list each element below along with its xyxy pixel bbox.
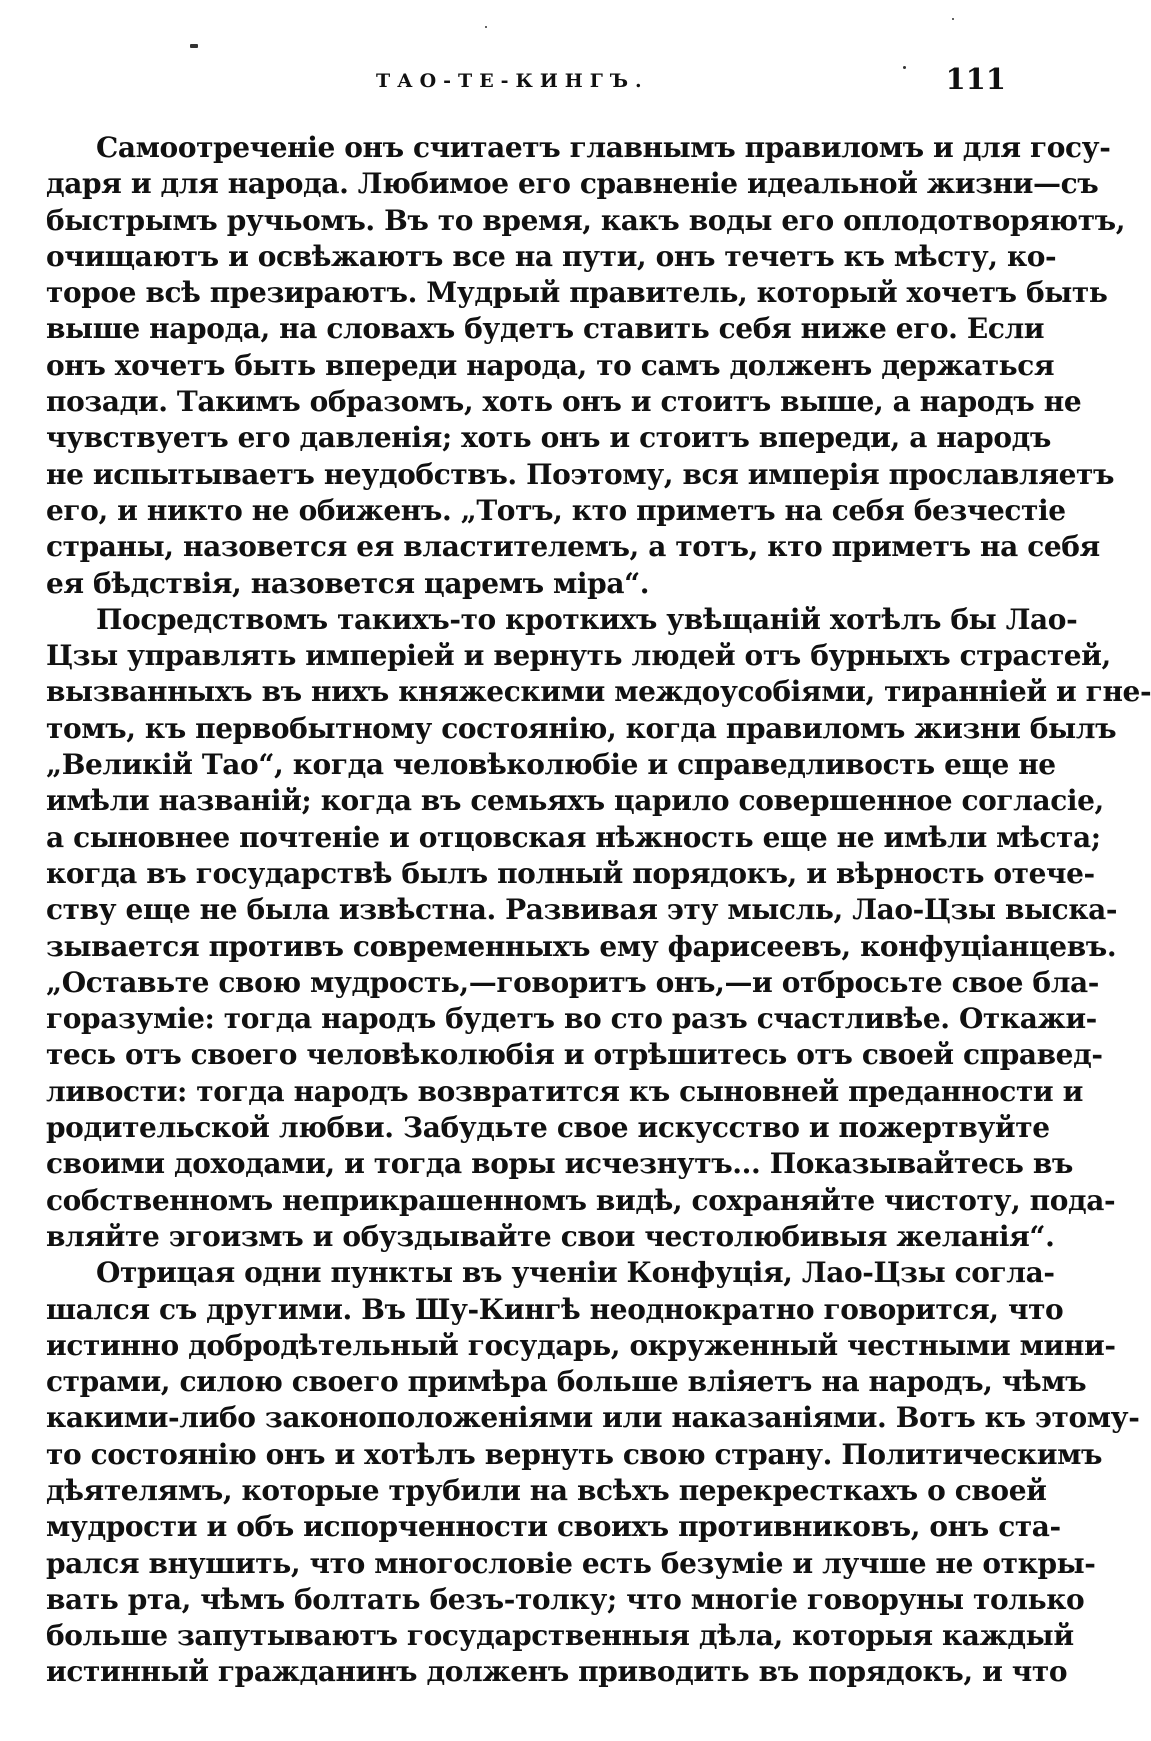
- text-line: мудрости и объ испорченности своихъ противниковъ, онъ ста-: [46, 1510, 1061, 1544]
- text-line: томъ, къ первобытному состоянію, когда правиломъ жизни былъ: [46, 711, 1117, 745]
- text-line: ливости: тогда народъ возвратится къ сыновней преданности и: [46, 1074, 1083, 1108]
- text-line: шался съ другими. Въ Шу-Кингѣ неоднократно говорится, что: [46, 1292, 1064, 1326]
- text-line: Посредствомъ такихъ-то кроткихъ увѣщаній хотѣлъ бы Лао-: [96, 602, 1078, 636]
- text-line: Отрицая одни пункты въ ученіи Конфуція, Лао-Цзы согла-: [96, 1256, 1055, 1290]
- text-line: не испытываетъ неудобствъ. Поэтому, вся имперія прославляетъ: [46, 457, 1115, 491]
- page-number: 111: [945, 62, 1006, 96]
- text-line: „Оставьте свою мудрость,—говоритъ онъ,—и отбросьте свое бла-: [46, 965, 1100, 999]
- text-line: рался внушить, что многословіе есть безуміе и лучше не откры-: [46, 1546, 1096, 1580]
- text-line: даря и для народа. Любимое его сравненіе идеальной жизни—съ: [46, 167, 1099, 201]
- text-line: тесь отъ своего человѣколюбія и отрѣшитесь отъ своей справед-: [46, 1038, 1103, 1072]
- text-line: родительской любви. Забудьте свое искусство и пожертвуйте: [46, 1111, 1050, 1145]
- print-speck: [952, 18, 954, 20]
- text-line: „Великій Тао“, когда человѣколюбіе и справедливость еще не: [46, 748, 1056, 782]
- text-line: то состоянію онъ и хотѣлъ вернуть свою страну. Политическимъ: [46, 1437, 1103, 1471]
- text-line: зывается противъ современныхъ ему фарисеевъ, конфуціанцевъ.: [46, 929, 1117, 963]
- text-line: истинно добродѣтельный государь, окруженный честными мини-: [46, 1328, 1116, 1362]
- text-line: больше запутываютъ государственныя дѣла, которыя каждый: [46, 1619, 1074, 1653]
- text-line: быстрымъ ручьомъ. Въ то время, какъ воды его оплодотворяютъ,: [46, 203, 1126, 237]
- text-line: своими доходами, и тогда воры исчезнутъ... Показывайтесь въ: [46, 1147, 1073, 1181]
- text-line: онъ хочетъ быть впереди народа, то самъ долженъ держаться: [46, 348, 1055, 382]
- text-line: чувствуетъ его давленія; хоть онъ и стоитъ впереди, а народъ: [46, 421, 1051, 455]
- text-line: собственномъ неприкрашенномъ видѣ, сохраняйте чистоту, пода-: [46, 1183, 1116, 1217]
- text-line: Цзы управлять имперіей и вернуть людей отъ бурныхъ страстей,: [46, 639, 1111, 673]
- text-line: позади. Такимъ образомъ, хоть онъ и стоитъ выше, а народъ не: [46, 385, 1082, 419]
- text-line: когда въ государствѣ былъ полный порядокъ, и вѣрность отече-: [46, 856, 1095, 890]
- print-speck: [485, 26, 487, 28]
- text-line: дѣятелямъ, которые трубили на всѣхъ перекресткахъ о своей: [46, 1473, 1047, 1507]
- text-line: горазуміе: тогда народъ будетъ во сто разъ счастливѣе. Откажи-: [46, 1002, 1097, 1036]
- page-header: [46, 62, 1006, 102]
- text-line: выше народа, на словахъ будетъ ставить себя ниже его. Если: [46, 312, 1045, 346]
- text-line: вызванныхъ въ нихъ княжескими междоусобіями, тиранніей и гне-: [46, 675, 1151, 709]
- text-line: Самоотреченіе онъ считаетъ главнымъ правиломъ и для госу-: [96, 131, 1111, 164]
- text-line: его, и никто не обиженъ. „Тотъ, кто приметъ на себя безчестіе: [46, 493, 1066, 527]
- text-line: очищаютъ и освѣжаютъ все на пути, онъ течетъ къ мѣсту, ко-: [46, 239, 1057, 273]
- body-text: [46, 130, 1151, 1691]
- text-line: имѣли названій; когда въ семьяхъ царило совершенное согласіе,: [46, 784, 1104, 818]
- text-line: вать рта, чѣмъ болтать безъ-толку; что многіе говоруны только: [46, 1582, 1085, 1616]
- text-line: страми, силою своего примѣра больше вліяетъ на народъ, чѣмъ: [46, 1365, 1087, 1399]
- text-line: ству еще не была извѣстна. Развивая эту мысль, Лао-Цзы выска-: [46, 893, 1118, 927]
- text-line: вляйте эгоизмъ и обуздывайте свои честолюбивыя желанія“.: [46, 1219, 1055, 1253]
- running-title: ТАО-ТЕ-КИНГЪ.: [376, 70, 649, 92]
- text-line: какими-либо законоположеніями или наказаніями. Вотъ къ этому-: [46, 1401, 1140, 1435]
- text-line: а сыновнее почтеніе и отцовская нѣжность еще не имѣли мѣста;: [46, 820, 1101, 854]
- paragraph-3: [46, 1255, 1140, 1691]
- text-line: торое всѣ презираютъ. Мудрый правитель, который хочетъ быть: [46, 276, 1108, 310]
- text-line: ея бѣдствія, назовется царемъ міра“.: [46, 566, 650, 600]
- print-speck: [190, 44, 198, 48]
- text-line: истинный гражданинъ долженъ приводить въ порядокъ, и что: [46, 1655, 1068, 1689]
- paragraph-1: [46, 130, 1126, 602]
- text-line: страны, назовется ея властителемъ, а тотъ, кто приметъ на себя: [46, 530, 1100, 564]
- paragraph-2: [46, 602, 1151, 1255]
